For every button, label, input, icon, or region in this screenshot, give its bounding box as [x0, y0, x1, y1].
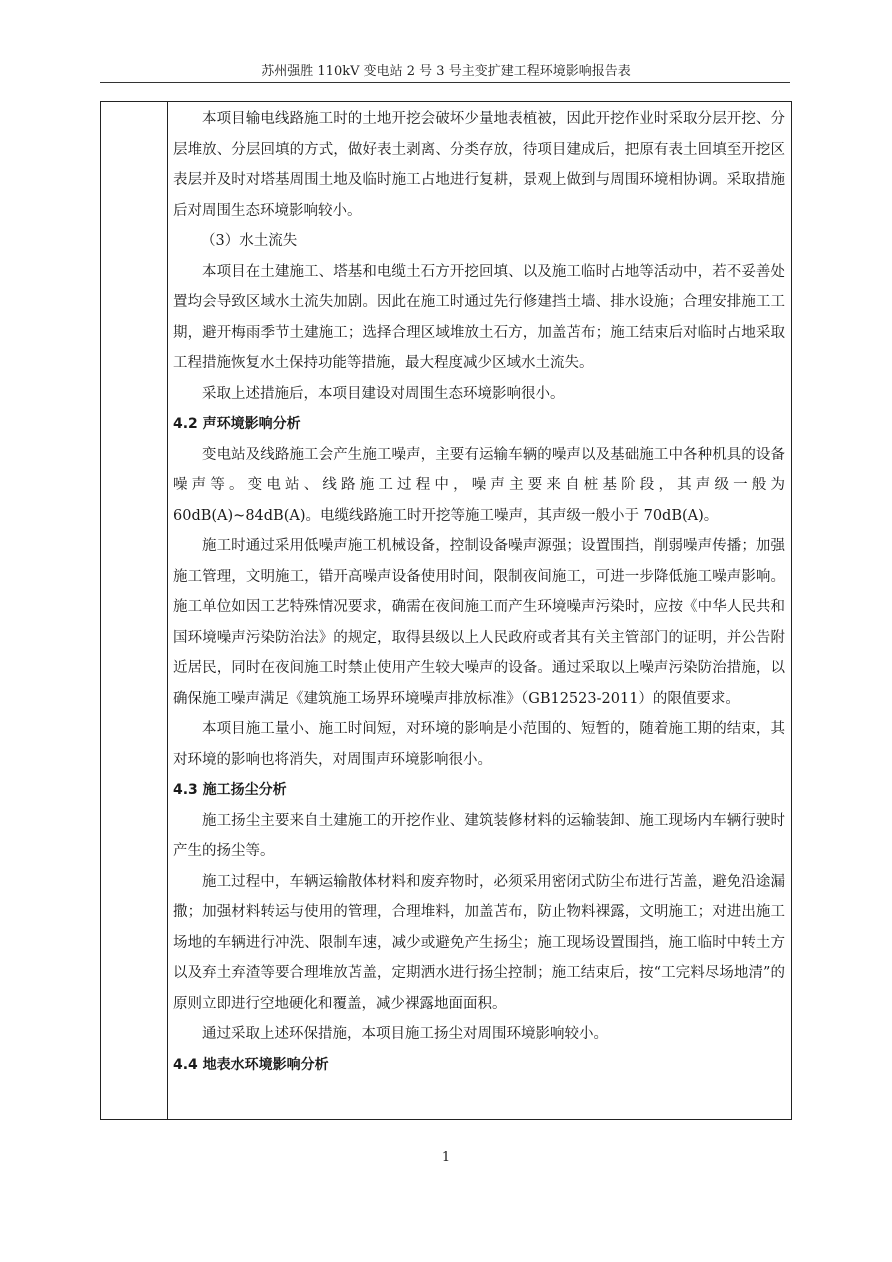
- paragraph-dust-measures: 施工过程中，车辆运输散体材料和废弃物时，必须采用密闭式防尘布进行苫盖，避免沿途漏撒；加强材料转运与使用的管理，合理堆料，加盖苫布，防止物料裸露，文明施工；对进出施工场地的车辆进行冲洗、限制车速，减少或避免产生扬尘；施工现场设置围挡，施工临时中转土方以及弃土弃渣等要合理堆放苫盖，定期洒水进行扬尘控制；施工结束后，按“工完料尽场地清”的原则立即进行空地硬化和覆盖，减少裸露地面面积。: [173, 873, 785, 1012]
- paragraph-soil-erosion: 本项目在土建施工、塔基和电缆土石方开挖回填、以及施工临时占地等活动中，若不妥善处置均会导致区域水土流失加剧。因此在施工时通过先行修建挡土墙、排水设施；合理安排施工工期，避开梅雨季节土建施工；选择合理区域堆放土石方，加盖苫布；施工结束后对临时占地采取工程措施恢复水土保持功能等措施，最大程度减少区域水土流失。: [173, 263, 785, 371]
- heading-4-3-dust: 4.3 施工扬尘分析: [173, 782, 287, 798]
- paragraph-ecology-summary: 采取上述措施后，本项目建设对周围生态环境影响很小。: [202, 385, 565, 402]
- paragraph-vegetation: 本项目输电线路施工时的土地开挖会破坏少量地表植被，因此开挖作业时采取分层开挖、分层堆放、分层回填的方式，做好表土剥离、分类存放，待项目建成后，把原有表土回填至开挖区表层并及时对塔基周围土地及临时施工占地进行复耕，景观上做到与周围环境相协调。采取措施后对周围生态环境影响较小。: [173, 111, 785, 219]
- page-number: 1: [441, 1150, 451, 1165]
- header-rule: [100, 82, 790, 83]
- page-header: 苏州强胜 110kV 变电站 2 号 3 号主变扩建工程环境影响报告表: [261, 64, 631, 79]
- heading-4-2-noise: 4.2 声环境影响分析: [173, 416, 301, 432]
- heading-4-4-surface-water: 4.4 地表水环境影响分析: [173, 1056, 329, 1073]
- paragraph-noise-measures: 施工时通过采用低噪声施工机械设备，控制设备噪声源强；设置围挡，削弱噪声传播；加强施工管理，文明施工，错开高噪声设备使用时间，限制夜间施工，可进一步降低施工噪声影响。施工单位如因工艺特殊情况要求，确需在夜间施工而产生环境噪声污染时，应按《中华人民共和国环境噪声污染防治法》的规定，取得县级以上人民政府或者其有关主管部门的证明，并公告附近居民，同时在夜间施工时禁止使用产生较大噪声的设备。通过采取以上噪声污染防治措施，以确保施工噪声满足《建筑施工场界环境噪声排放标准》（GB12523-2011）的限值要求。: [173, 538, 785, 707]
- paragraph-dust-summary: 通过采取上述环保措施，本项目施工扬尘对周围环境影响较小。: [202, 1026, 608, 1042]
- paragraph-noise-summary: 本项目施工量小、施工时间短，对环境的影响是小范围的、短暂的，随着施工期的结束，其对环境的影响也将消失，对周围声环境影响很小。: [173, 721, 785, 768]
- paragraph-noise-sources: 变电站及线路施工会产生施工噪声，主要有运输车辆的噪声以及基础施工中各种机具的设备噪声等。变电站、线路施工过程中，噪声主要来自桩基阶段，其声级一般为60dB(A)~84dB(A)。电缆线路施工时开挖等施工噪声，其声级一般小于 70dB(A)。: [173, 446, 785, 524]
- column-divider: [167, 102, 168, 1119]
- body-content: [173, 104, 785, 1080]
- subheading-soil-erosion: （3）水土流失: [201, 233, 298, 249]
- paragraph-dust-sources: 施工扬尘主要来自土建施工的开挖作业、建筑装修材料的运输装卸、施工现场内车辆行驶时产生的扬尘等。: [173, 812, 785, 859]
